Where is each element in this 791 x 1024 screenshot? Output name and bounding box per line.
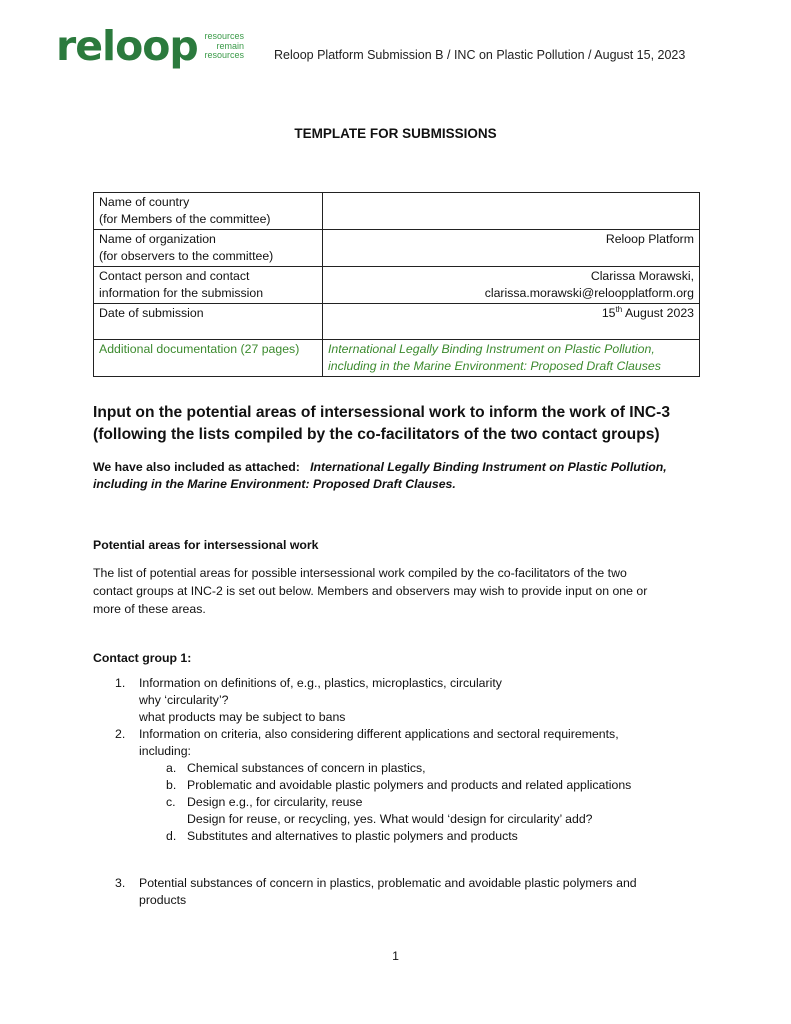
logo-wordmark: reloop — [56, 22, 198, 70]
row-value: 15th August 2023 — [323, 304, 700, 340]
sub-list-item: c. Design e.g., for circularity, reuse — [166, 795, 363, 809]
list-item: 1. Information on definitions of, e.g., plastics, microplastics, circularity — [115, 676, 502, 690]
row-value: Clarissa Morawski, clarissa.morawski@reloopplatform.org — [323, 267, 700, 304]
sub-list-item: d. Substitutes and alternatives to plastic polymers and products — [166, 829, 518, 843]
table-row — [94, 304, 700, 340]
table-row — [94, 230, 700, 267]
row-label: Name of country (for Members of the committee) — [94, 193, 323, 230]
list-item: 3. Potential substances of concern in plastics, problematic and avoidable plastic polymers and — [115, 876, 637, 890]
table-row — [94, 267, 700, 304]
running-header-title: Reloop Platform Submission B / INC on Plastic Pollution / August 15, 2023 — [274, 48, 686, 62]
sub-list-item-note: Design for reuse, or recycling, yes. What would ‘design for circularity’ add? — [187, 812, 593, 826]
attached-note: We have also included as attached: International Legally Binding Instrument on Plastic Pollution, including in the Marine Environment: Proposed Draft Clauses. — [93, 460, 667, 491]
subheading-potential-areas: Potential areas for intersessional work — [93, 538, 319, 552]
row-label: Date of submission — [94, 304, 323, 340]
intro-paragraph: The list of potential areas for possible intersessional work compiled by the co-facilitators of the two contact groups at INC-2 is set out below. Members and observers may wish to provide input on one or more of these areas. — [93, 566, 648, 616]
page-header — [56, 22, 706, 76]
contact-group-list: 1. Information on definitions of, e.g., plastics, microplastics, circularity why ‘circularity’? what products may be subject to bans 2. Information on criteria, also considering different applications and sectoral requirements, including: a. Chemical substances of concern in plastics, b. Problematic and avoidable plastic polymers and products and related applications c. Design e.g., for circularity, reuse Design for reuse, or recycling, yes. What would ‘design for circularity’ add? d. Substitutes and alternatives to plastic polymers and products 3. Potential substances of concern in plastics, problematic and avoidable plastic polymers and products — [93, 675, 713, 909]
additional-doc-title: International Legally Binding Instrument on Plastic Pollution, including in the Marine Environment: Proposed Draft Clauses — [323, 340, 700, 377]
page-number: 1 — [392, 949, 399, 963]
table-row — [94, 193, 700, 230]
list-item-note: why ‘circularity’? — [139, 693, 229, 707]
sub-list-item: a. Chemical substances of concern in plastics, — [166, 761, 426, 775]
logo-tagline: resources remain resources — [204, 31, 244, 60]
sub-list-item: b. Problematic and avoidable plastic polymers and products and related applications — [166, 778, 632, 792]
list-item-note: what products may be subject to bans — [139, 710, 346, 724]
row-label: Contact person and contact information for the submission — [94, 267, 323, 304]
row-label: Additional documentation (27 pages) — [94, 340, 323, 377]
section-heading: Input on the potential areas of intersessional work to inform the work of INC-3 (following the lists compiled by the co-facilitators of the two contact groups) — [93, 404, 671, 443]
table-row — [94, 340, 700, 377]
row-value — [323, 193, 700, 230]
row-value: Reloop Platform — [323, 230, 700, 267]
document-title: TEMPLATE FOR SUBMISSIONS — [294, 126, 497, 141]
contact-group-heading: Contact group 1: — [93, 651, 192, 665]
list-item: 2. Information on criteria, also considering different applications and sectoral requirements, — [115, 727, 619, 741]
submission-info-table — [93, 192, 700, 377]
contact-email[interactable]: clarissa.morawski@reloopplatform.org — [484, 286, 694, 300]
row-label: Name of organization (for observers to the committee) — [94, 230, 323, 267]
